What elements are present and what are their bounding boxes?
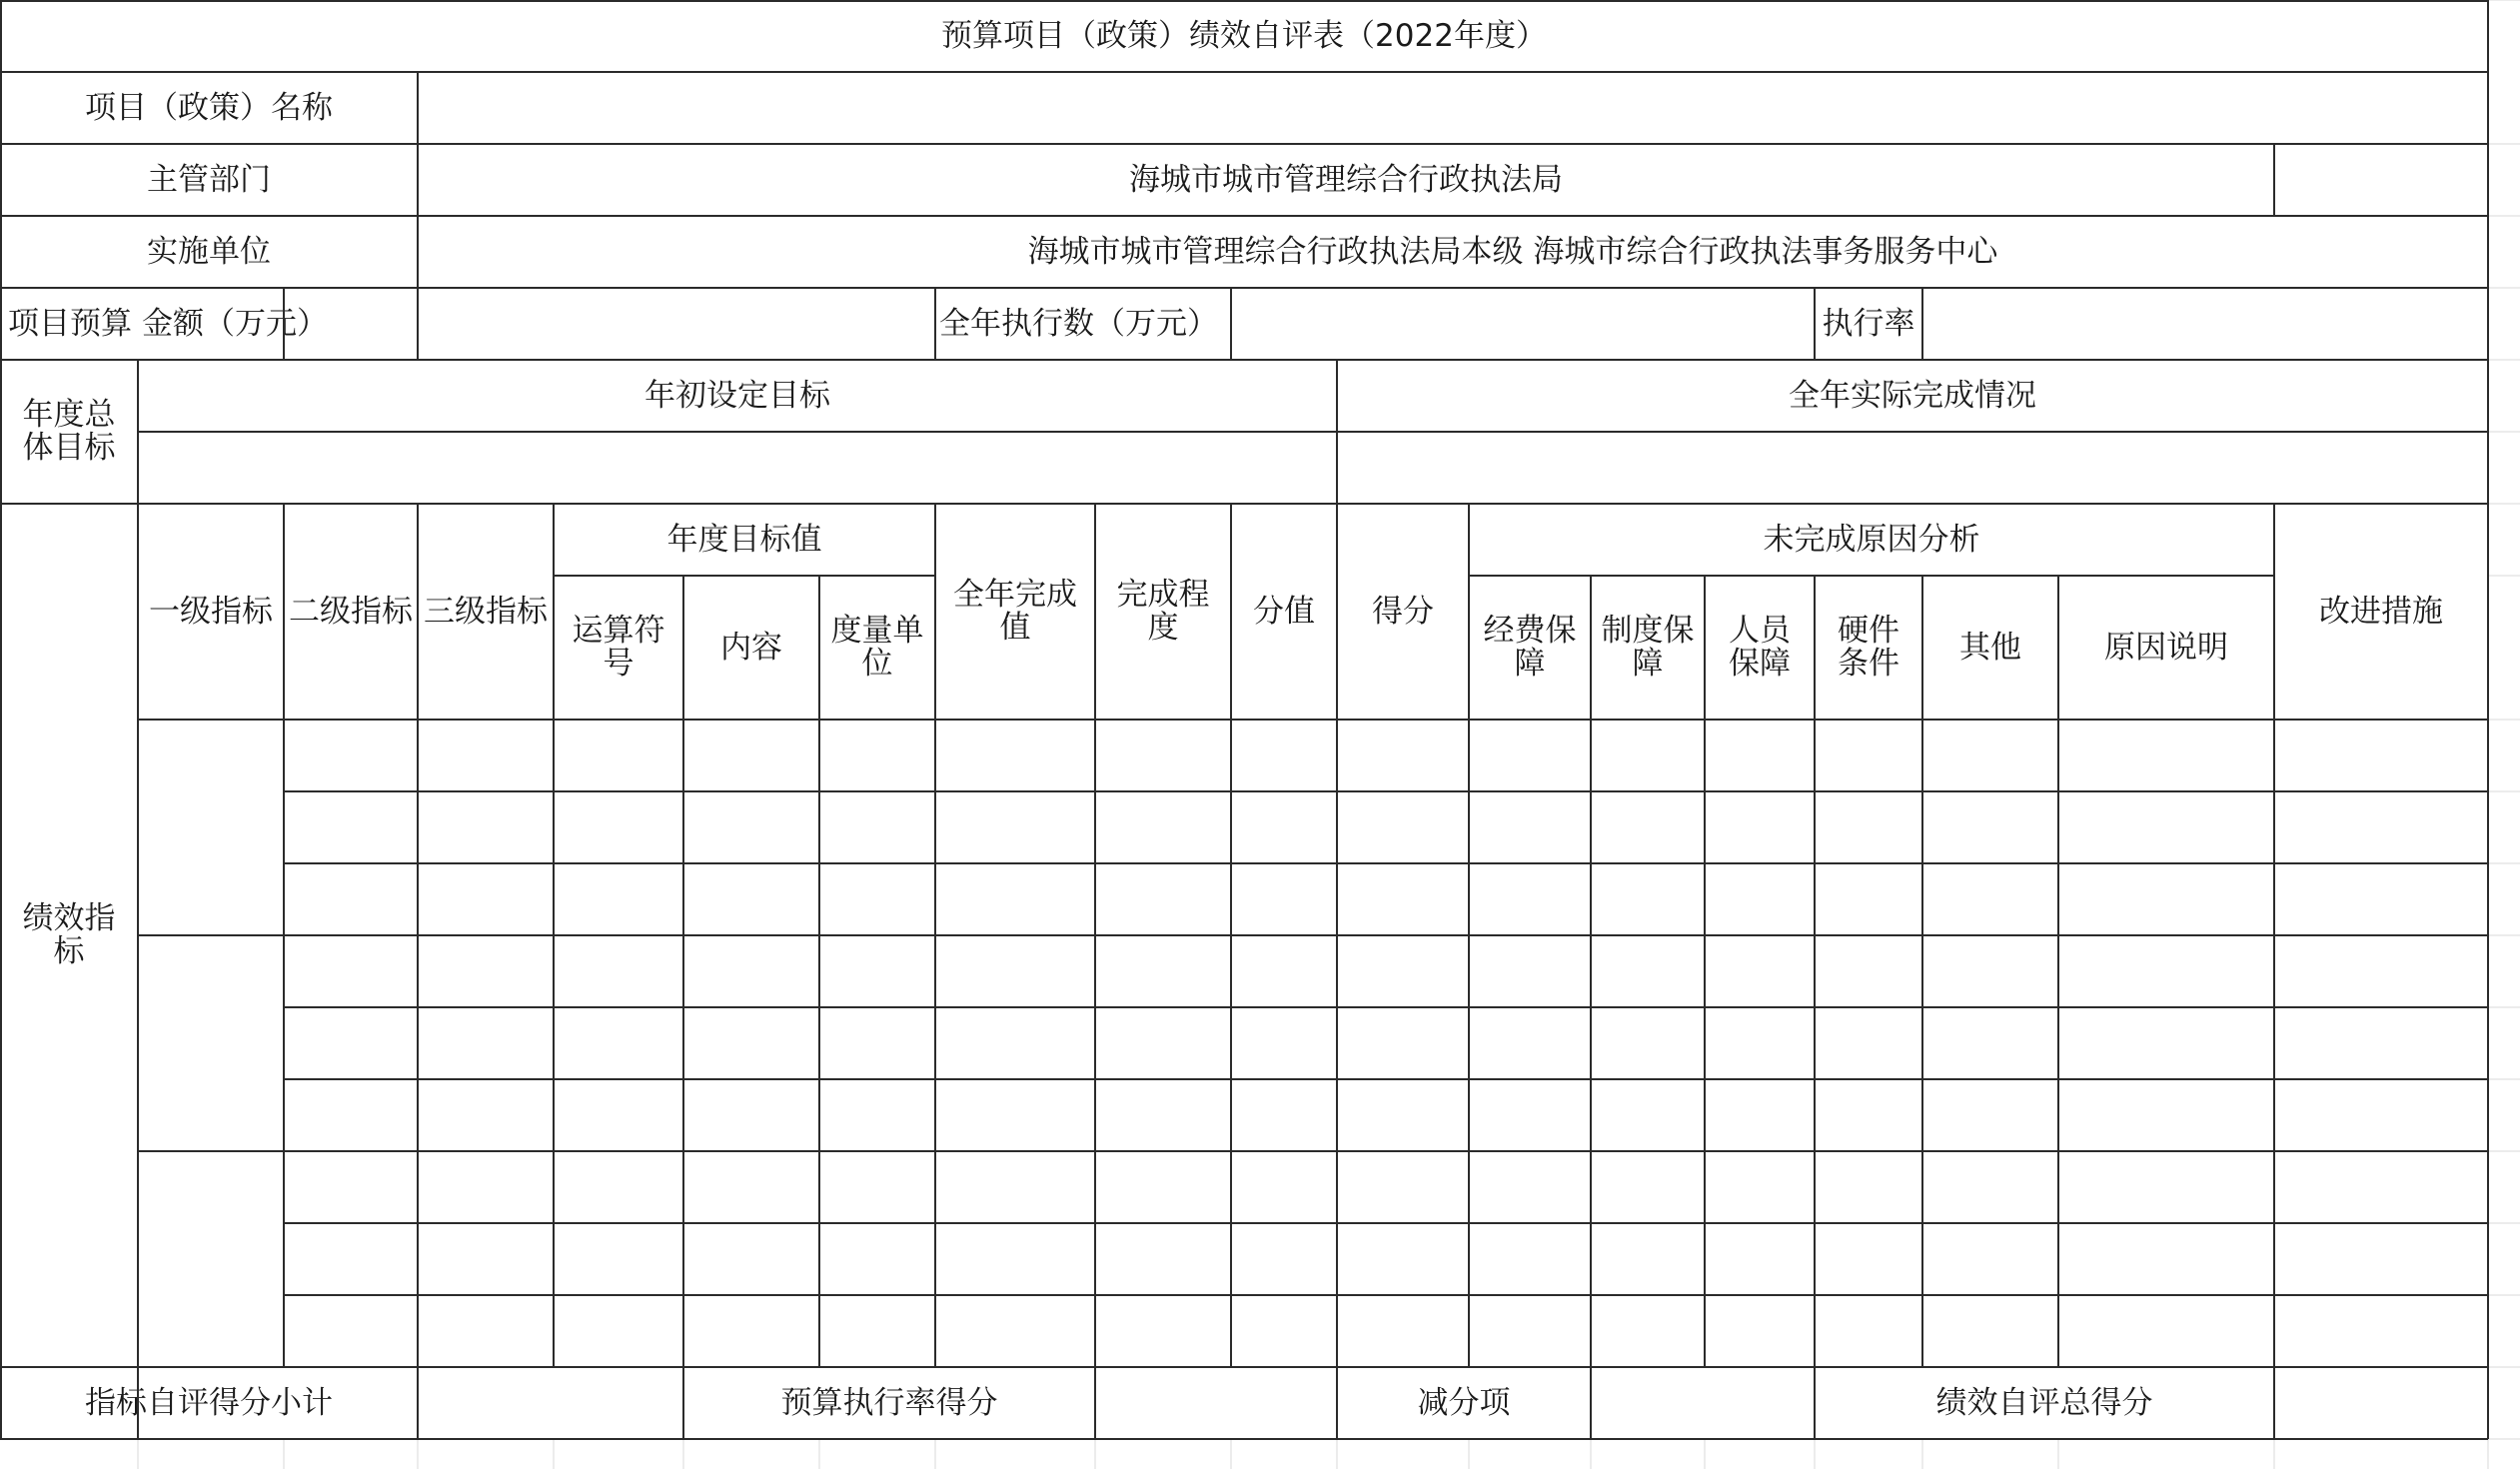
- personnel-header: 人员保障: [1729, 613, 1791, 682]
- deduction-label: 减分项: [1417, 1384, 1511, 1421]
- indicator-subtotal-label: 指标自评得分小计: [85, 1384, 333, 1421]
- level2-indicator-header: 二级指标: [289, 593, 413, 630]
- unit-label: 实施单位: [147, 233, 271, 270]
- initial-goal-header: 年初设定目标: [644, 377, 830, 414]
- hardware-header: 硬件条件: [1838, 613, 1899, 682]
- performance-indicators-label: 绩效指标: [22, 900, 116, 969]
- uncompleted-analysis-header: 未完成原因分析: [1763, 521, 1980, 558]
- annual-target-value-header: 年度目标值: [666, 521, 822, 558]
- budget-rate-score-label: 预算执行率得分: [780, 1384, 998, 1421]
- funding-header: 经费保障: [1483, 613, 1577, 682]
- operator-header: 运算符号: [572, 613, 665, 682]
- completion-degree-header: 完成程度: [1116, 577, 1210, 646]
- department-value[interactable]: 海城市城市管理综合行政执法局: [1129, 161, 1563, 198]
- level1-indicator-header: 一级指标: [149, 593, 273, 630]
- improvement-header: 改进措施: [2319, 593, 2443, 630]
- sheet-title: 预算项目（政策）绩效自评表（2022年度）: [941, 17, 1547, 54]
- project-name-label: 项目（政策）名称: [85, 89, 333, 126]
- institution-header: 制度保障: [1601, 613, 1695, 682]
- execution-rate-label: 执行率: [1822, 305, 1915, 342]
- score-header: 得分: [1372, 593, 1434, 630]
- annual-completed-value-header: 全年完成值: [953, 577, 1077, 646]
- budget-label-part2: 金额（万元）: [142, 305, 328, 342]
- actual-completion-header: 全年实际完成情况: [1789, 377, 2036, 414]
- score-value-header: 分值: [1253, 593, 1315, 630]
- total-score-label: 绩效自评总得分: [1935, 1384, 2153, 1421]
- annual-overall-goal-label: 年度总体目标: [22, 397, 116, 466]
- annual-executed-label: 全年执行数（万元）: [939, 305, 1218, 342]
- measure-unit-header: 度量单位: [830, 613, 924, 682]
- unit-value[interactable]: 海城市城市管理综合行政执法局本级 海城市综合行政执法事务服务中心: [1027, 233, 1998, 270]
- level3-indicator-header: 三级指标: [424, 593, 548, 630]
- project-name-value[interactable]: [418, 72, 2488, 144]
- other-header: 其他: [1959, 629, 2021, 666]
- department-label: 主管部门: [147, 161, 271, 198]
- content-header: 内容: [720, 629, 782, 666]
- budget-label-part1: 项目预算: [8, 305, 132, 342]
- reason-explanation-header: 原因说明: [2104, 629, 2228, 666]
